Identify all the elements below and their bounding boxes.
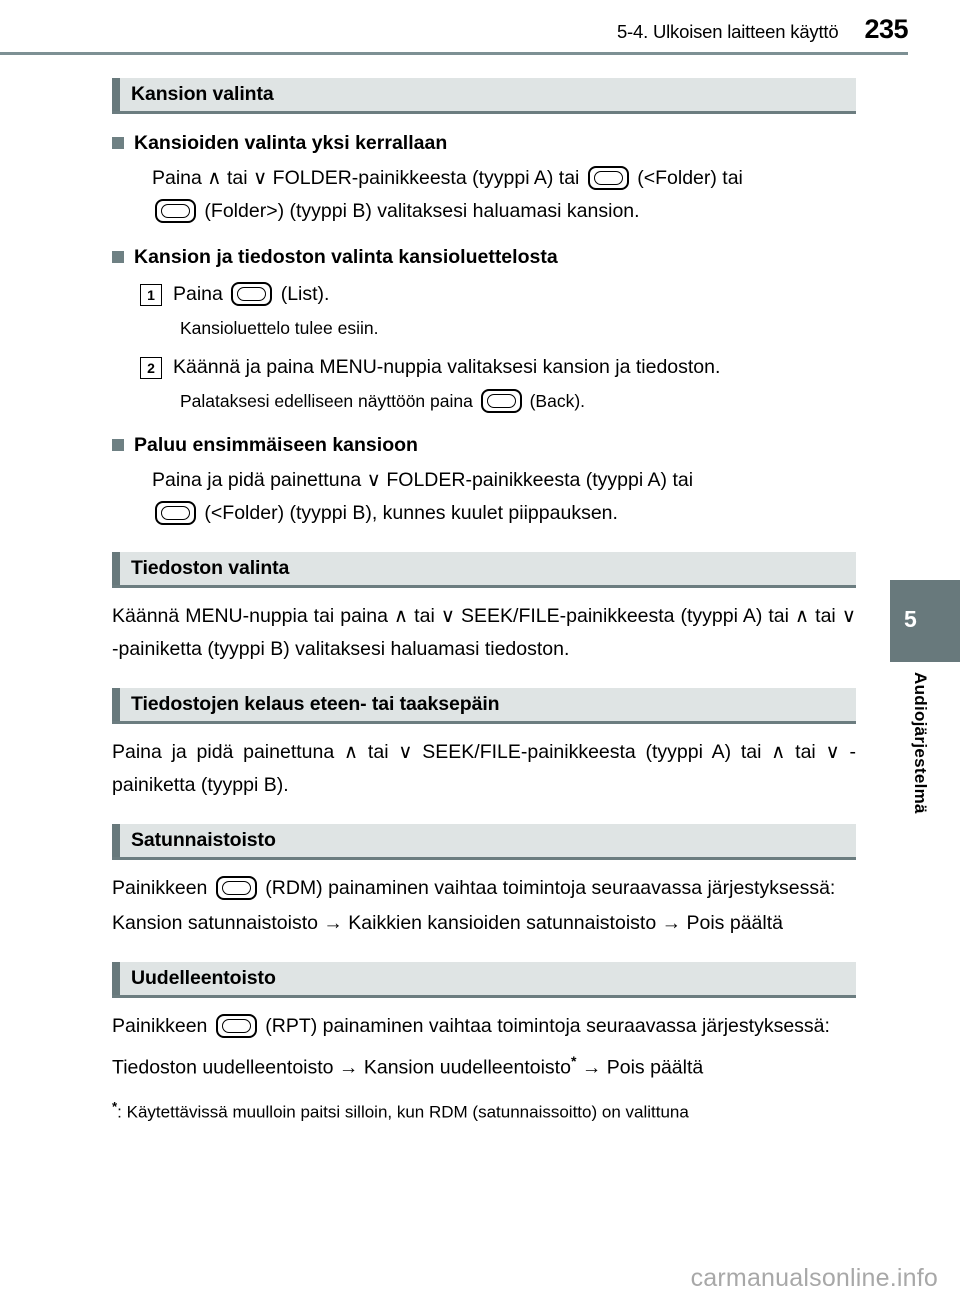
- section-title: Uudelleentoisto: [131, 967, 276, 989]
- hardware-button-icon: [216, 1014, 257, 1038]
- step-text-part2: (List).: [280, 283, 330, 305]
- repeat-sequence-part2: → Pois päältä: [581, 1056, 704, 1079]
- section-header-repeat-play: [112, 962, 856, 998]
- section-header-file-select: [112, 552, 856, 588]
- section-header-folder-select: [112, 78, 856, 114]
- section-accent-bar: [112, 688, 120, 721]
- square-bullet-icon: [112, 137, 124, 149]
- repeat-sequence-part1: Tiedoston uudelleentoisto → Kansion uudelleentoisto: [112, 1056, 571, 1079]
- paragraph-random-play-order: [112, 872, 856, 905]
- paragraph-repeat-play-sequence: [112, 1045, 856, 1085]
- section-accent-bar: [112, 824, 120, 857]
- step-text: Käännä ja paina MENU-nuppia valitaksesi kansion ja tiedoston.: [173, 356, 721, 378]
- paragraph-repeat-play-order: [112, 1010, 856, 1043]
- subheading-label: Paluu ensimmäiseen kansioon: [134, 434, 418, 456]
- square-bullet-icon: [112, 251, 124, 263]
- subheading-folder-one-at-a-time: [112, 130, 856, 156]
- paragraph-text-part1: Paina ja pidä painettuna ∨ FOLDER-painikkeesta (tyyppi A) tai: [152, 469, 694, 491]
- footnote-star-icon: *: [112, 1098, 118, 1114]
- paragraph-random-play-sequence: Kansion satunnaistoisto → Kaikkien kansioiden satunnaistoisto → Pois päältä: [112, 912, 783, 934]
- paragraph-text-part1: Painikkeen: [112, 877, 208, 899]
- step-number-badge: 2: [140, 357, 162, 379]
- paragraph-text-part2: (RDM) painaminen vaihtaa toimintoja seuraavassa järjestyksessä:: [265, 877, 836, 899]
- subheading-label: Kansioiden valinta yksi kerrallaan: [134, 132, 448, 154]
- footnote-marker: *: [570, 1053, 577, 1069]
- section-title: Tiedostojen kelaus eteen- tai taaksepäin: [131, 693, 500, 715]
- paragraph-text-part2: (<Folder) tai: [637, 167, 743, 189]
- page-number: 235: [864, 14, 908, 44]
- paragraph-text-part2: (RPT) painaminen vaihtaa toimintoja seuraavassa järjestyksessä:: [265, 1015, 830, 1037]
- step-2-note-part2: (Back).: [529, 391, 586, 411]
- paragraph-text-part2: (<Folder) (tyyppi B), kunnes kuulet piippauksen.: [204, 502, 618, 524]
- footnote-line: [112, 1093, 856, 1127]
- hardware-button-icon: [588, 166, 629, 190]
- page-header: [0, 14, 908, 45]
- chapter-number: 5: [904, 606, 917, 632]
- hardware-button-icon: [481, 389, 522, 413]
- paragraph-text-part1: Painikkeen: [112, 1015, 208, 1037]
- step-1: [140, 278, 856, 311]
- hardware-button-icon: [155, 501, 196, 525]
- watermark: carmanualsonline.info: [690, 1264, 938, 1292]
- step-2: [140, 351, 856, 384]
- section-accent-bar: [112, 962, 120, 995]
- paragraph-fast-forward: Paina ja pidä painettuna ∧ tai ∨ SEEK/FILE-painikkeesta (tyyppi A) tai ∧ tai ∨ -painiketta (tyyppi B).: [112, 741, 856, 796]
- step-2-note-part1: Palataksesi edelliseen näyttöön paina: [180, 391, 473, 411]
- section-title: Tiedoston valinta: [131, 557, 290, 579]
- subheading-label: Kansion ja tiedoston valinta kansioluettelosta: [134, 246, 558, 268]
- step-text: [173, 278, 329, 311]
- section-accent-bar: [112, 78, 120, 111]
- step-2-note: [180, 386, 856, 416]
- square-bullet-icon: [112, 439, 124, 451]
- subheading-return-first-folder: [112, 432, 856, 458]
- hardware-button-icon: [155, 199, 196, 223]
- hardware-button-icon: [231, 282, 272, 306]
- header-divider: [0, 52, 908, 55]
- paragraph-folder-one-at-a-time: [152, 162, 856, 228]
- paragraph-text-part3: (Folder>) (tyyppi B) valitaksesi haluamasi kansion.: [204, 200, 640, 222]
- paragraph-file-select: Käännä MENU-nuppia tai paina ∧ tai ∨ SEEK/FILE-painikkeesta (tyyppi A) tai ∧ tai ∨ -painiketta (tyyppi B) valitaksesi haluamasi tiedoston.: [112, 605, 856, 660]
- paragraph-text-part1: Paina ∧ tai ∨ FOLDER-painikkeesta (tyyppi A) tai: [152, 167, 580, 189]
- chapter-tab: [890, 580, 960, 662]
- subheading-folder-file-from-list: [112, 244, 856, 270]
- chapter-label: Audiojärjestelmä: [911, 672, 930, 814]
- step-1-note: Kansioluettelo tulee esiin.: [180, 318, 379, 338]
- section-header-fast-forward: [112, 688, 856, 724]
- section-title: Satunnaistoisto: [131, 829, 276, 851]
- section-header-random-play: [112, 824, 856, 860]
- step-text-part1: Paina: [173, 283, 223, 305]
- paragraph-return-first-folder: [152, 464, 856, 530]
- section-title: Kansion valinta: [131, 83, 274, 105]
- page-content: [112, 78, 856, 1126]
- footnote-text: : Käytettävissä muulloin paitsi silloin, kun RDM (satunnaissoitto) on valittuna: [117, 1102, 689, 1122]
- hardware-button-icon: [216, 876, 257, 900]
- step-number-badge: 1: [140, 284, 162, 306]
- header-section-title: 5-4. Ulkoisen laitteen käyttö: [616, 21, 839, 42]
- section-accent-bar: [112, 552, 120, 585]
